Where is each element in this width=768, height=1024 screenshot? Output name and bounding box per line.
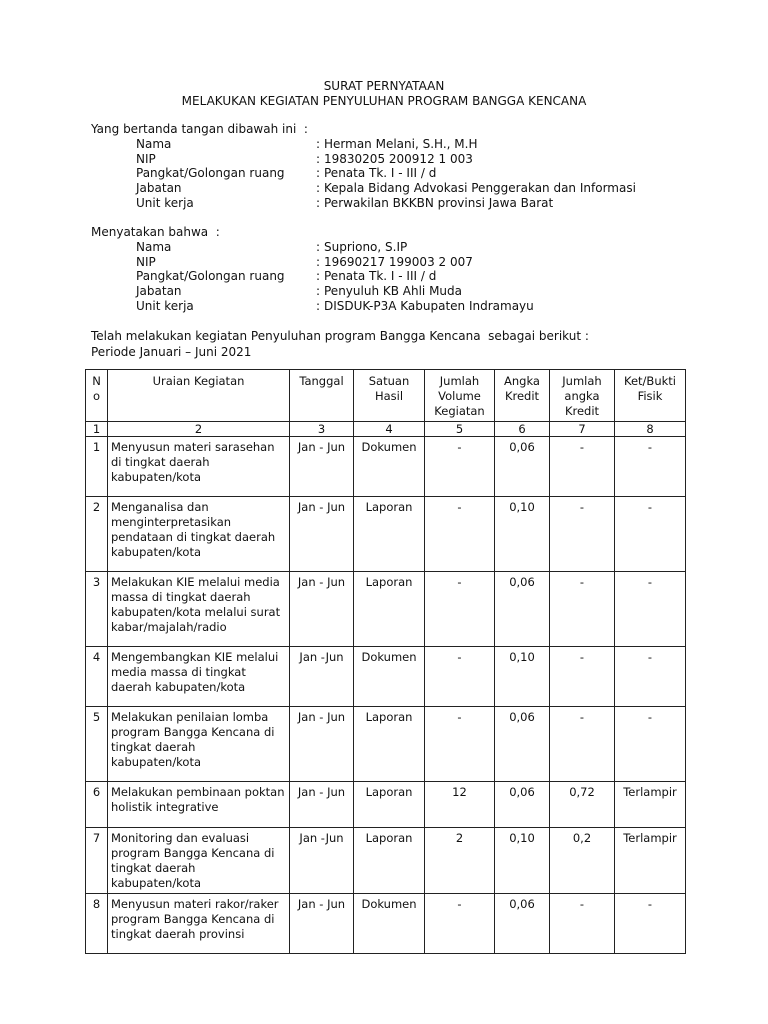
table-cell: Terlampir [615,828,686,894]
subject-colon: : [316,284,321,299]
table-cell: Dokumen [354,437,425,497]
table-cell: 0,06 [495,782,550,828]
table-cell: 0,10 [495,647,550,707]
signer-label: Nama [136,137,172,151]
signer-value: Kepala Bidang Advokasi Penggerakan dan Informasi [324,181,636,196]
table-cell: - [550,647,615,707]
table-cell: 3 [86,572,108,647]
subject-colon: : [316,298,321,313]
table-row [86,497,686,572]
table-cell: 0,06 [495,437,550,497]
table-cell: 6 [86,782,108,828]
table-row [86,828,686,894]
table-cell: 0,06 [495,894,550,954]
table-cell: - [425,437,495,497]
table-cell: - [425,707,495,782]
table-cell: Laporan [354,707,425,782]
signer-row [136,152,696,167]
subject-label: Unit kerja [136,298,194,313]
table-cell: 2 [86,497,108,572]
table-cell: 0,72 [550,782,615,828]
statement-text: Telah melakukan kegiatan Penyuluhan program Bangga Kencana sebagai berikut : [91,329,589,343]
table-cell: - [615,437,686,497]
table-header-row [86,370,686,422]
subject-row [136,255,696,270]
table-cell: 0,2 [550,828,615,894]
table-cell: 12 [425,782,495,828]
table-cell: - [550,572,615,647]
signer-colon: : [316,151,321,166]
table-cell: Terlampir [615,782,686,828]
table-cell: 7 [86,828,108,894]
signer-label: Unit kerja [136,195,194,210]
table-cell: 2 [425,828,495,894]
column-number-row [86,422,686,437]
subject-label: Nama [136,240,172,254]
declare-intro: Menyatakan bahwa : [91,225,220,239]
subject-row [136,269,696,284]
table-cell: Laporan [354,782,425,828]
column-number: 1 [86,422,108,437]
column-header: Ket/Bukti Fisik [615,370,686,422]
subject-label: NIP [136,254,156,269]
table-cell: - [425,497,495,572]
subject-value: Penata Tk. I - III / d [324,269,437,284]
column-header: Jumlah Volume Kegiatan [425,370,495,422]
table-row [86,894,686,954]
subject-label: Pangkat/Golongan ruang [136,269,285,284]
signer-colon: : [316,195,321,210]
signer-label: Pangkat/Golongan ruang [136,166,285,181]
signer-colon: : [316,166,321,181]
signer-colon: : [316,181,321,196]
table-cell: Melakukan pembinaan poktan holistik integrative [108,782,290,828]
signer-intro: Yang bertanda tangan dibawah ini : [91,122,308,136]
table-cell: - [615,894,686,954]
table-cell: Menyusun materi rakor/raker program Bangga Kencana di tingkat daerah provinsi [108,894,290,954]
column-header: Uraian Kegiatan [108,370,290,422]
table-cell: Jan - Jun [290,707,354,782]
table-cell: 8 [86,894,108,954]
table-cell: Mengembangkan KIE melalui media massa di tingkat daerah kabupaten/kota [108,647,290,707]
table-cell: 0,06 [495,707,550,782]
column-number: 4 [354,422,425,437]
table-cell: Menyusun materi sarasehan di tingkat daerah kabupaten/kota [108,437,290,497]
table-cell: - [425,572,495,647]
column-header: Tanggal [290,370,354,422]
signer-colon: : [316,137,321,151]
table-cell: 1 [86,437,108,497]
doc-title: SURAT PERNYATAAN [323,79,445,93]
table-cell: 5 [86,707,108,782]
column-header: Angka Kredit [495,370,550,422]
subject-value: DISDUK-P3A Kabupaten Indramayu [324,298,534,313]
table-row [86,572,686,647]
column-number: 8 [615,422,686,437]
table-row [86,647,686,707]
signer-value: Penata Tk. I - III / d [324,166,437,181]
table-cell: Laporan [354,572,425,647]
column-header: Satuan Hasil [354,370,425,422]
table-cell: 4 [86,647,108,707]
table-cell: Jan - Jun [290,437,354,497]
table-cell: Melakukan penilaian lomba program Bangga Kencana di tingkat daerah kabupaten/kota [108,707,290,782]
table-cell: - [615,497,686,572]
column-number: 5 [425,422,495,437]
table-cell: Jan -Jun [290,828,354,894]
period-text: Periode Januari – Juni 2021 [91,345,252,359]
subject-label: Jabatan [136,284,182,299]
column-number: 2 [108,422,290,437]
column-number: 3 [290,422,354,437]
subject-colon: : [316,269,321,284]
table-cell: 0,10 [495,497,550,572]
subject-value: Penyuluh KB Ahli Muda [324,284,463,299]
column-header: N o [86,370,108,422]
table-cell: Melakukan KIE melalui media massa di tingkat daerah kabupaten/kota melalui surat kabar/majalah/radio [108,572,290,647]
table-cell: Dokumen [354,647,425,707]
table-body [86,422,686,954]
table-cell: Laporan [354,828,425,894]
table-cell: - [550,497,615,572]
table-cell: - [425,647,495,707]
table-cell: Menganalisa dan menginterpretasikan pendataan di tingkat daerah kabupaten/kota [108,497,290,572]
column-header: Jumlah angka Kredit [550,370,615,422]
signer-value: Perwakilan BKKBN provinsi Jawa Barat [324,195,554,210]
table-row [86,437,686,497]
subject-value: Supriono, S.IP [324,240,408,254]
activity-table [85,369,686,954]
subject-row [136,240,696,255]
table-row [86,782,686,828]
column-number: 7 [550,422,615,437]
signer-label: NIP [136,151,156,166]
subject-row [136,284,696,299]
table-cell: Jan - Jun [290,497,354,572]
table-cell: - [550,437,615,497]
signer-row [136,166,696,181]
table-cell: - [550,894,615,954]
table-cell: Jan - Jun [290,782,354,828]
table-cell: - [550,707,615,782]
subject-value: 19690217 199003 2 007 [324,254,473,269]
table-cell: - [615,647,686,707]
doc-subtitle: MELAKUKAN KEGIATAN PENYULUHAN PROGRAM BANGGA KENCANA [181,94,587,108]
signer-row [136,181,696,196]
subject-colon: : [316,240,321,254]
table-cell: 0,10 [495,828,550,894]
table-cell: - [425,894,495,954]
table-cell: Laporan [354,497,425,572]
column-number: 6 [495,422,550,437]
signer-label: Jabatan [136,181,182,196]
subject-colon: : [316,254,321,269]
table-cell: Monitoring dan evaluasi program Bangga Kencana di tingkat daerah kabupaten/kota [108,828,290,894]
table-cell: Jan - Jun [290,572,354,647]
table-cell: 0,06 [495,572,550,647]
table-cell: Jan -Jun [290,647,354,707]
signer-row [136,196,696,211]
table-cell: Dokumen [354,894,425,954]
table-cell: Jan - Jun [290,894,354,954]
table-row [86,707,686,782]
signer-row [136,137,696,152]
signer-value: Herman Melani, S.H., M.H [324,137,478,151]
table-cell: - [615,707,686,782]
table-cell: - [615,572,686,647]
subject-row [136,299,696,314]
signer-value: 19830205 200912 1 003 [324,151,473,166]
